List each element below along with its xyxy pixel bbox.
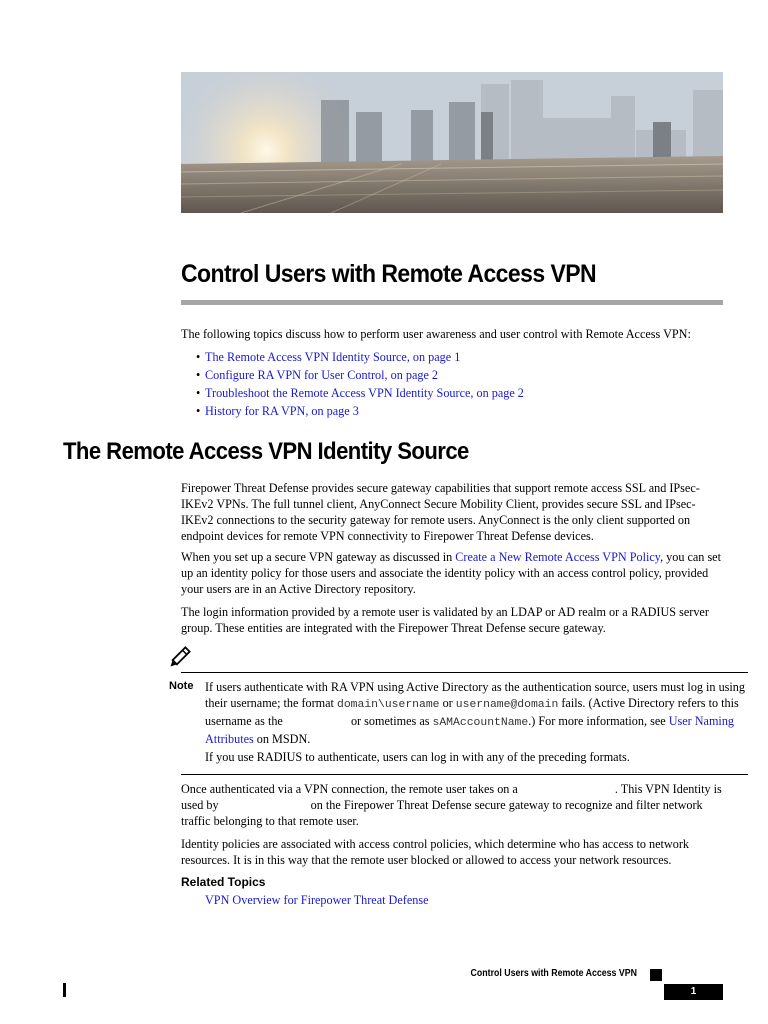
chapter-title-rule — [181, 300, 723, 305]
topic-link[interactable]: History for RA VPN, on page 3 — [205, 404, 359, 418]
related-topics-heading: Related Topics — [181, 875, 266, 889]
topic-link[interactable]: Troubleshoot the Remote Access VPN Identity Source, on page 2 — [205, 386, 524, 400]
footer-marker — [650, 969, 662, 981]
create-policy-link[interactable]: Create a New Remote Access VPN Policy — [455, 550, 661, 564]
bullet-icon: • — [196, 368, 201, 382]
note-bottom-rule — [181, 774, 748, 775]
section-paragraph: Identity policies are associated with access control policies, which determine who has access to network resources. It is in this way that the remote user blocked or allowed to access your network resources. — [181, 837, 689, 867]
pencil-icon — [166, 645, 192, 671]
section-paragraph: When you set up a secure VPN gateway as discussed in Create a New Remote Access VPN Policy, you can set up an identity policy for those users and associate the identity policy with an access control policy, provided your users are in an Active Directory repository. — [181, 550, 721, 596]
bullet-icon: • — [196, 350, 201, 364]
section-paragraph: Firepower Threat Defense provides secure gateway capabilities that support remote access SSL and IPsec-IKEv2 VPNs. The full tunnel client, AnyConnect Secure Mobility Client, provides secure SSL and IPsec-IKEv2 connections to the security gateway for remote users. AnyConnect is the only client supported on endpoint devices for remote VPN connectivity to Firepower Threat Defense devices. — [181, 481, 700, 543]
note-text: If users authenticate with RA VPN using Active Directory as the authentication source, users must log in using their username; the format domain\username or username@domain fails. (Active Directory refers to this username as the or sometimes as sAMAccountName.) For more information, see User Naming Attributes on MSDN. — [205, 680, 745, 746]
footer-left-marker — [63, 983, 66, 997]
banner-image — [181, 72, 723, 213]
section-paragraph: The login information provided by a remote user is validated by an LDAP or AD realm or a RADIUS server group. These entities are integrated with the Firepower Threat Defense secure gateway. — [181, 605, 709, 635]
vpn-overview-link[interactable]: VPN Overview for Firepower Threat Defense — [205, 893, 429, 907]
topic-list-item[interactable] — [196, 366, 524, 384]
footer-title: Control Users with Remote Access VPN — [470, 968, 637, 979]
bullet-icon: • — [196, 386, 201, 400]
section-paragraph: Once authenticated via a VPN connection, the remote user takes on a . This VPN Identity is used by on the Firepower Threat Defense secure gateway to recognize and filter network traffic belonging to that remote user. — [181, 782, 722, 828]
topic-link[interactable]: The Remote Access VPN Identity Source, on page 1 — [205, 350, 461, 364]
topic-list-item[interactable] — [196, 348, 524, 366]
note-label: Note — [169, 680, 194, 692]
topic-list — [196, 348, 524, 420]
topic-link[interactable]: Configure RA VPN for User Control, on page 2 — [205, 368, 439, 382]
page-number: 1 — [664, 984, 723, 1000]
intro-text: The following topics discuss how to perform user awareness and user control with Remote Access VPN: — [181, 327, 691, 341]
topic-list-item[interactable] — [196, 384, 524, 402]
chapter-title: Control Users with Remote Access VPN — [181, 260, 597, 288]
topic-list-item[interactable] — [196, 402, 524, 420]
section-title: The Remote Access VPN Identity Source — [63, 438, 469, 465]
note-text: If you use RADIUS to authenticate, users can log in with any of the preceding formats. — [205, 750, 630, 764]
bullet-icon: • — [196, 404, 201, 418]
note-top-rule — [181, 672, 748, 673]
user-naming-link[interactable]: User Naming Attributes — [205, 714, 735, 746]
